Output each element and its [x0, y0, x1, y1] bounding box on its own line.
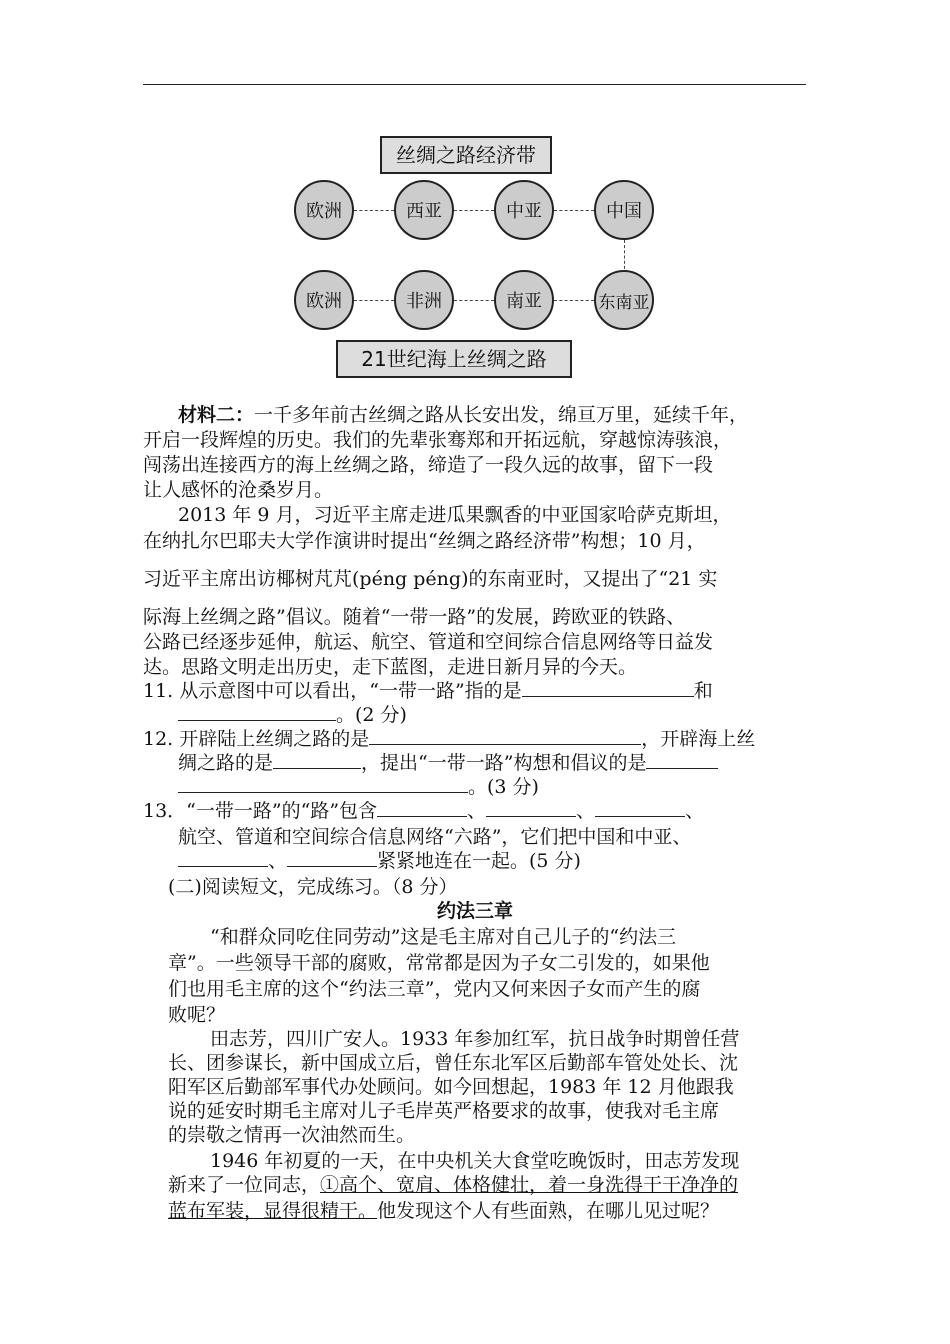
- material2-line: 让人感怀的沧桑岁月。: [143, 479, 334, 501]
- material2-line-1: [178, 400, 748, 427]
- article-line: 的崇敬之情再一次油然而生。: [168, 1124, 416, 1146]
- material2-line: 2013 年 9 月，习近平主席走进瓜果飘香的中亚国家哈萨克斯坦，: [178, 504, 732, 526]
- silk-road-diagram: [280, 130, 670, 388]
- header-rule: [143, 84, 806, 85]
- material2-line: 达。思路文明走出历史，走下蓝图，走进日新月异的今天。: [143, 656, 638, 678]
- q12-text-4: ，提出“一带一路”构想和倡议的是: [361, 752, 647, 774]
- question-11-cont: [178, 700, 407, 727]
- article-text: 他发现这个人有些面熟，在哪儿见过呢？: [377, 1200, 720, 1222]
- q12-text: 12. 开辟陆上丝绸之路的是: [143, 728, 370, 750]
- material2-line: 开启一段辉煌的历史。我们的先辈张骞郑和开拓远航，穿越惊涛骇浪，: [143, 429, 733, 451]
- q13-text-end: 紧紧地连在一起。(5 分): [377, 850, 581, 872]
- node-southeast-asia: 东南亚: [594, 270, 654, 330]
- material2-line: 在纳扎尔巴耶夫大学作演讲时提出“丝绸之路经济带”构想；10 月，: [143, 530, 706, 552]
- material2-line: 习近平主席出访椰树芃芃(péng péng)的东南亚时，又提出了“21 实: [143, 568, 718, 590]
- q11-score: 。(2 分): [336, 704, 407, 726]
- underlined-sentence-1: ①高个、宽肩、体格健壮，着一身洗得干干净净的: [320, 1174, 739, 1196]
- section-2-heading: (二)阅读短文，完成练习。（8 分）: [168, 876, 458, 898]
- q11-and: 和: [693, 680, 713, 702]
- node-africa: 非洲: [394, 270, 454, 330]
- q13-blank-3[interactable]: [595, 798, 685, 817]
- article-line: [168, 1170, 738, 1197]
- node-europe-2: 欧洲: [294, 270, 354, 330]
- article-line: 长、团参谋长，新中国成立后，曾任东北军区后勤部车管处处长、沈: [168, 1052, 739, 1074]
- node-south-asia: 南亚: [494, 270, 554, 330]
- question-13-cont: 航空、管道和空间综合信息网络“六路”，它们把中国和中亚、: [178, 826, 692, 848]
- article-text: 新来了一位同志，: [168, 1174, 321, 1196]
- material2-line: 公路已经逐步延伸，航运、航空、管道和空间综合信息网络等日益发: [143, 631, 714, 653]
- question-13-cont2: [178, 846, 581, 873]
- q12-blank-3[interactable]: [646, 750, 718, 769]
- node-west-asia: 西亚: [394, 180, 454, 240]
- question-11: [143, 676, 713, 703]
- node-china: 中国: [594, 180, 654, 240]
- article-line: 田志芳，四川广安人。1933 年参加红军，抗日战争时期曾任营: [210, 1028, 740, 1050]
- connector: [354, 210, 394, 211]
- q13-sep: 、: [467, 800, 487, 822]
- q11-text: 11. 从示意图中可以看出，“一带一路”指的是: [143, 680, 522, 702]
- node-europe-1: 欧洲: [294, 180, 354, 240]
- connector: [354, 300, 394, 301]
- article-title: 约法三章: [436, 900, 513, 922]
- article-line: [168, 1196, 719, 1223]
- question-12-cont: [178, 748, 718, 775]
- q12-text-2: ，开辟海上丝: [641, 728, 756, 750]
- material2-line: 闯荡出连接西方的海上丝绸之路，缔造了一段久远的故事，留下一段: [143, 454, 714, 476]
- q13-sep: 、: [576, 800, 596, 822]
- diagram-top-label: 丝绸之路经济带: [380, 136, 552, 174]
- article-line: 们也用毛主席的这个“约法三章”，党内又何来因子女而产生的腐: [168, 978, 701, 1000]
- article-line: 1946 年初夏的一天，在中央机关大食堂吃晚饭时，田志芳发现: [210, 1150, 740, 1172]
- q12-score: 。(3 分): [468, 776, 539, 798]
- article-line: 阳军区后勤部军事代办处顾问。如今回想起，1983 年 12 月他跟我: [168, 1076, 734, 1098]
- q13-blank-1[interactable]: [377, 798, 467, 817]
- q11-blank-1[interactable]: [522, 678, 694, 697]
- q13-blank-4[interactable]: [178, 848, 268, 867]
- q13-sep: 、: [685, 800, 705, 822]
- question-12-cont2: [178, 772, 539, 799]
- q12-blank-2[interactable]: [273, 750, 361, 769]
- question-13: [143, 796, 704, 823]
- underlined-sentence-1-end: 蓝布军装，显得很精干。: [168, 1200, 378, 1222]
- q12-text-3: 绸之路的是: [178, 752, 274, 774]
- question-12: [143, 724, 755, 751]
- material2-line: 际海上丝绸之路”倡议。随着“一带一路”的发展，跨欧亚的铁路、: [143, 606, 686, 628]
- q11-blank-2[interactable]: [178, 702, 336, 721]
- connector: [554, 210, 594, 211]
- connector: [454, 210, 494, 211]
- material2-text: 一千多年前古丝绸之路从长安出发，绵亘万里，延续千年，: [254, 404, 749, 426]
- article-line: 败呢？: [168, 1004, 226, 1026]
- node-central-asia: 中亚: [494, 180, 554, 240]
- diagram-bottom-label: 21世纪海上丝绸之路: [336, 340, 572, 378]
- q12-blank-4[interactable]: [178, 774, 468, 793]
- q13-blank-2[interactable]: [486, 798, 576, 817]
- q13-text: 13．“一带一路”的“路”包含: [143, 800, 378, 822]
- q13-sep: 、: [268, 850, 288, 872]
- q13-blank-5[interactable]: [287, 848, 377, 867]
- connector: [554, 300, 594, 301]
- q12-blank-1[interactable]: [369, 726, 641, 745]
- article-line: 说的延安时期毛主席对儿子毛岸英严格要求的故事，使我对毛主席: [168, 1100, 720, 1122]
- connector: [454, 300, 494, 301]
- material2-label: 材料二：: [178, 404, 255, 426]
- article-line: 章”。一些领导干部的腐败，常常都是因为子女二引发的，如果他: [168, 952, 710, 974]
- article-line: “和群众同吃住同劳动”这是毛主席对自己儿子的“约法三: [210, 926, 677, 948]
